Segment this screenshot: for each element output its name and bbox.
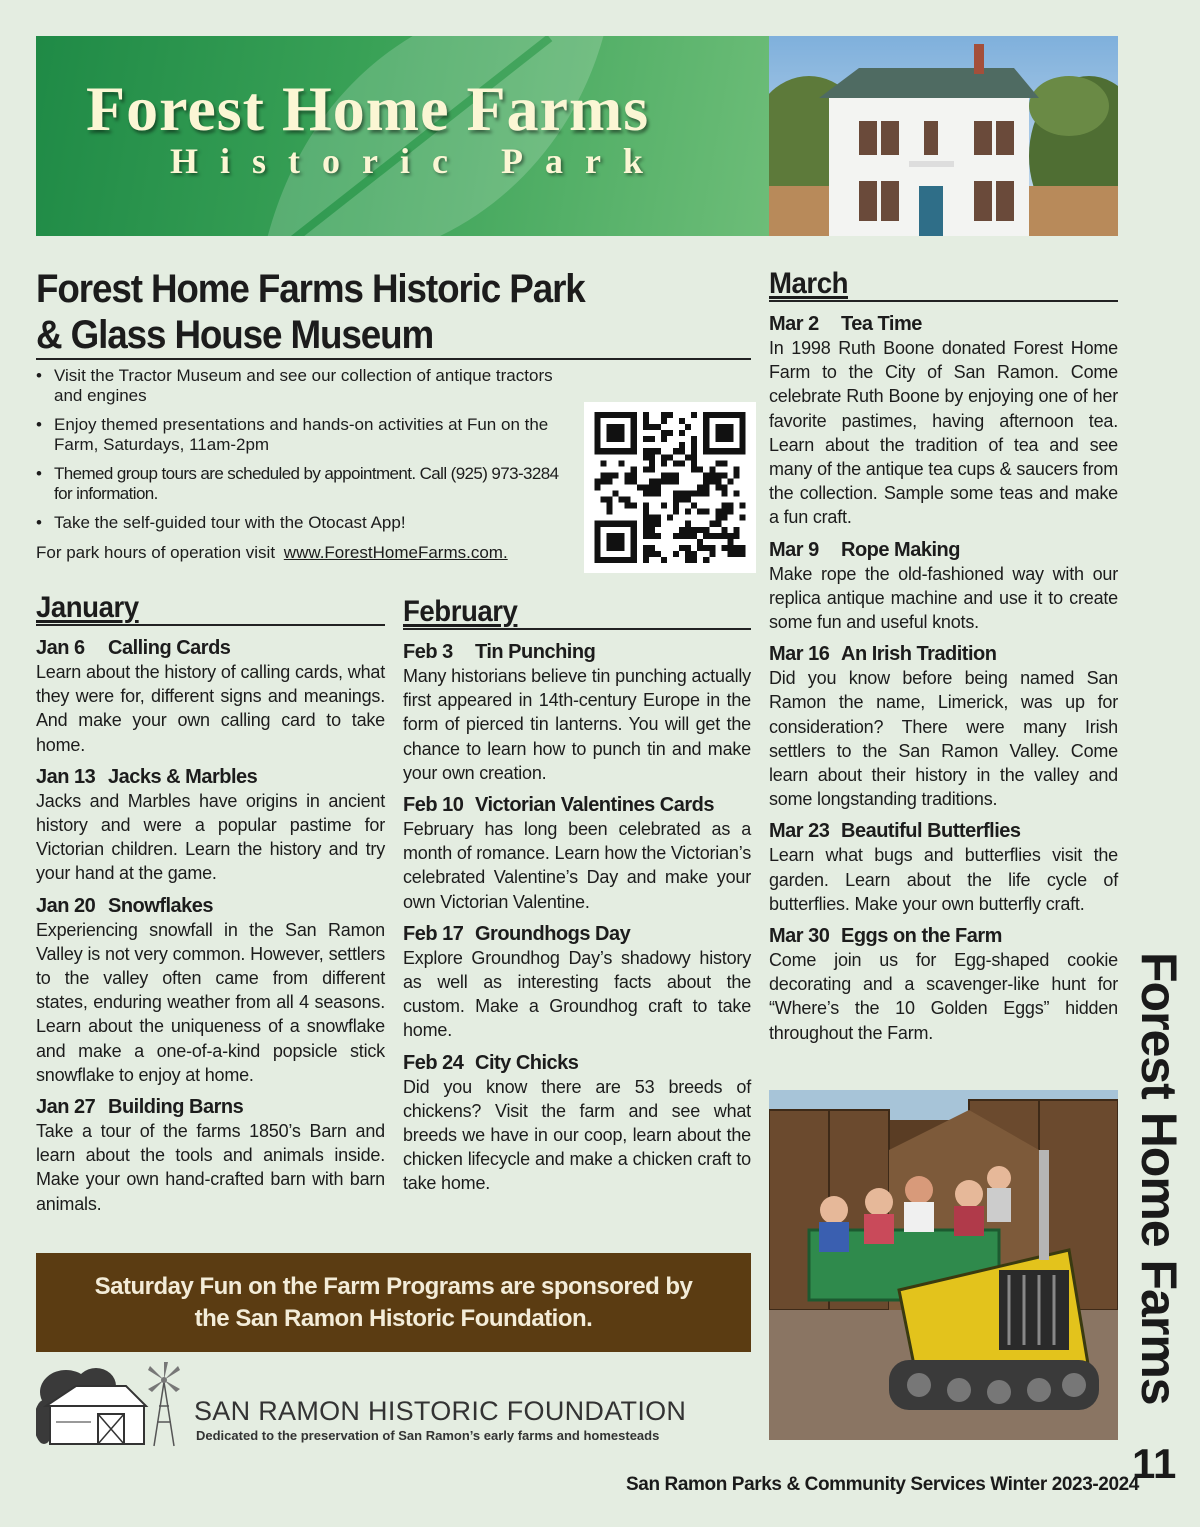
- park-hours-text: For park hours of operation visit: [36, 543, 276, 562]
- event-date: Feb 24: [403, 1051, 464, 1074]
- banner-subtitle: Historic Park: [170, 141, 665, 181]
- foundation-tagline: Dedicated to the preservation of San Ramon’s early farms and homesteads: [196, 1428, 660, 1443]
- event-title: Building Barns: [108, 1096, 244, 1119]
- event-item: [36, 1095, 385, 1216]
- event-title: Tin Punching: [475, 641, 596, 663]
- month-heading: February: [403, 596, 751, 630]
- january-column: [36, 592, 385, 1224]
- header-banner: [36, 36, 1118, 236]
- event-description: Learn what bugs and butterflies visit the garden. Learn about the life cycle of butterflies. Make your own butterfly craft.: [769, 845, 1118, 914]
- event-item: [769, 642, 1118, 811]
- event-date: Mar 23: [769, 820, 830, 843]
- tractor-ride-photo: [769, 1090, 1118, 1440]
- event-title: Jacks & Marbles: [108, 765, 258, 788]
- barn-windmill-icon: [36, 1362, 186, 1452]
- event-date: Jan 20: [36, 894, 96, 917]
- event-title: Tea Time: [841, 313, 922, 335]
- banner-title-panel: [36, 36, 769, 236]
- event-description: Did you know before being named San Ramon the name, Limerick, was up for consideration? There were many Irish settlers to the San Ramon Valley. Come learn about their history in the valley and some longstanding traditions.: [769, 668, 1118, 810]
- event-item: [769, 538, 1118, 635]
- event-date: Mar 30: [769, 925, 830, 948]
- event-title: An Irish Tradition: [841, 643, 997, 666]
- page-number: 11: [1132, 1440, 1177, 1487]
- foundation-name: SAN RAMON HISTORIC FOUNDATION: [194, 1396, 687, 1426]
- banner-title: Forest Home Farms: [86, 73, 650, 144]
- page-title: [36, 266, 751, 360]
- sponsor-banner: [36, 1253, 751, 1352]
- event-date: Feb 10: [403, 794, 464, 817]
- february-column: [403, 596, 751, 1204]
- sponsor-line1: Saturday Fun on the Farm Programs are sponsored by: [94, 1272, 693, 1300]
- event-date: Mar 16: [769, 643, 830, 666]
- event-item: [403, 793, 751, 914]
- park-hours-line: [36, 543, 508, 563]
- event-title: City Chicks: [475, 1051, 579, 1074]
- month-heading: January: [36, 592, 385, 626]
- event-description: Experiencing snowfall in the San Ramon Valley is not very common. However, settlers to the valley often came from different states, enduring weather from all 4 seasons. Learn about the uniqueness of a snowflake and make a one-of-a-kind popsicle stick snowflake to enjoy at home.: [36, 919, 385, 1085]
- qr-code-icon: [594, 412, 746, 563]
- march-column: [769, 268, 1118, 1053]
- event-item: [403, 922, 751, 1043]
- section-side-tab: [1128, 952, 1188, 1405]
- event-date: Feb 17: [403, 922, 464, 945]
- event-title: Eggs on the Farm: [841, 925, 1002, 948]
- event-date: Jan 13: [36, 765, 96, 788]
- sponsor-line2: the San Ramon Historic Foundation.: [194, 1304, 593, 1332]
- bullet-item: • Visit the Tractor Museum and see our collection of antique tractors and engines: [36, 366, 576, 406]
- bullet-item: • Themed group tours are scheduled by appointment. Call (925) 973-3284 for information.: [36, 464, 576, 504]
- event-item: [36, 894, 385, 1087]
- page-title-line1: Forest Home Farms Historic Park: [36, 267, 585, 311]
- farmhouse-photo: [769, 36, 1118, 236]
- event-description: Jacks and Marbles have origins in ancient history and were a popular pastime for Victorian children. Learn the history and try your hand at the game.: [36, 790, 385, 884]
- qr-code[interactable]: [584, 402, 756, 573]
- event-title: Calling Cards: [108, 637, 231, 659]
- event-description: Make rope the old-fashioned way with our replica antique machine and use it to create some fun and useful knots.: [769, 563, 1118, 633]
- bullet-item: • Enjoy themed presentations and hands-on activities at Fun on the Farm, Saturdays, 11am-2pm: [36, 415, 576, 455]
- month-heading: March: [769, 268, 1118, 302]
- event-title: Rope Making: [841, 538, 960, 561]
- event-date: Mar 2: [769, 313, 819, 335]
- event-date: Feb 3: [403, 641, 453, 663]
- foundation-logo: [36, 1362, 751, 1452]
- page-footer: San Ramon Parks & Community Services Winter 2023-2024: [626, 1474, 1139, 1495]
- event-description: Did you know there are 53 breeds of chickens? Visit the farm and see what breeds we have in our coop, learn about the chicken lifecycle and make a chicken craft to take home.: [403, 1076, 751, 1194]
- event-description: February has long been celebrated as a month of romance. Learn how the Victorian’s celebrated Valentine’s Day and make your own Victorian Valentine.: [403, 819, 751, 912]
- event-title: Beautiful Butterflies: [841, 820, 1021, 843]
- event-title: Snowflakes: [108, 894, 214, 917]
- event-date: Jan 6: [36, 637, 85, 659]
- event-date: Jan 27: [36, 1096, 96, 1119]
- event-description: Many historians believe tin punching actually first appeared in 14th-century Europe in the form of pierced tin lanterns. You will get the chance to learn how to punch tin and make your own creation.: [403, 666, 751, 783]
- event-description: In 1998 Ruth Boone donated Forest Home Farm to the City of San Ramon. Come celebrate Ruth Boone by enjoying one of her favorite pastimes, having afternoon tea. Learn about the tradition of tea and see many of the antique tea cups & saucers from the collection. Sample some teas and make a fun craft.: [769, 338, 1118, 528]
- event-item: [36, 765, 385, 886]
- info-bullet-list: [36, 366, 576, 542]
- page-title-line2: & Glass House Museum: [36, 313, 434, 357]
- side-tab-label: Forest Home Farms: [1131, 952, 1187, 1405]
- event-item: [769, 924, 1118, 1045]
- event-description: Take a tour of the farms 1850’s Barn and learn about the tools and animals inside. Make your own hand-crafted barn with barn animals.: [36, 1121, 385, 1214]
- event-title: Groundhogs Day: [475, 922, 631, 945]
- event-item: [403, 640, 751, 785]
- event-description: Explore Groundhog Day’s shadowy history as well as interesting facts about the custom. Make a Groundhog craft to take home.: [403, 947, 751, 1041]
- event-item: [769, 312, 1118, 530]
- event-description: Come join us for Egg-shaped cookie decorating and a scavenger-like hunt for “Where’s the 10 Golden Eggs” hidden throughout the Farm.: [769, 950, 1118, 1043]
- event-date: Mar 9: [769, 538, 819, 561]
- website-link[interactable]: www.ForestHomeFarms.com.: [283, 543, 508, 562]
- event-description: Learn about the history of calling cards, what they were for, different signs and meanings. And make your own calling card to take home.: [36, 662, 385, 755]
- bullet-item: • Take the self-guided tour with the Otocast App!: [36, 513, 576, 533]
- event-item: [36, 636, 385, 757]
- event-item: [403, 1051, 751, 1196]
- event-title: Victorian Valentines Cards: [475, 794, 714, 817]
- event-item: [769, 819, 1118, 916]
